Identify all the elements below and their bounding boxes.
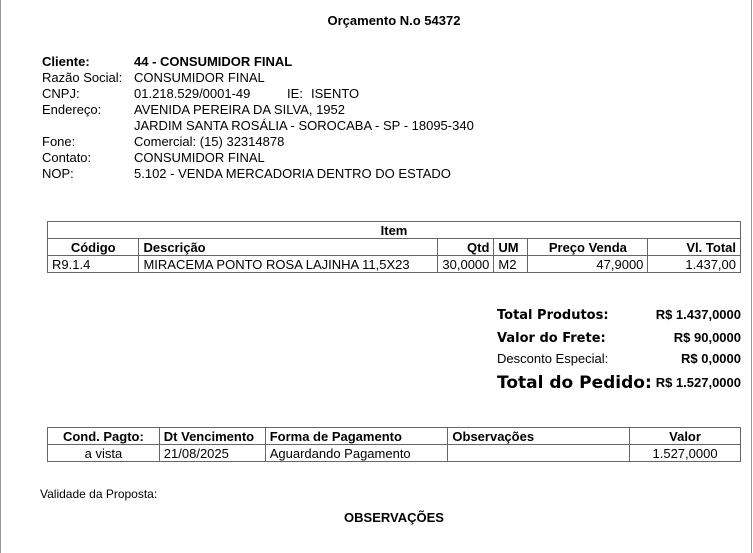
table-row	[48, 445, 741, 462]
frete-label: Valor do Frete:	[497, 331, 606, 346]
header-qtd: Qtd	[438, 239, 494, 256]
items-header-row	[48, 239, 741, 256]
header-total: Vl. Total	[648, 239, 741, 256]
header-observacoes: Observações	[448, 428, 630, 445]
total-pedido-label: Total do Pedido:	[497, 373, 652, 393]
cliente-value: 44 - CONSUMIDOR FINAL	[134, 54, 293, 69]
fone-label: Fone:	[42, 134, 76, 149]
payment-table	[47, 427, 741, 462]
items-table	[47, 221, 741, 273]
fone-value: Comercial: (15) 32314878	[134, 134, 285, 149]
desconto-label: Desconto Especial:	[497, 351, 609, 366]
table-row	[48, 256, 741, 273]
total-produtos-value: R$ 1.437,0000	[655, 307, 741, 322]
cell-qtd: 30,0000	[438, 256, 494, 273]
header-valor: Valor	[630, 428, 741, 445]
header-cond-pagto: Cond. Pagto:	[48, 428, 160, 445]
cell-total: 1.437,00	[648, 256, 741, 273]
ie-label: IE:	[287, 86, 303, 101]
endereco-line1: AVENIDA PEREIRA DA SILVA, 1952	[134, 102, 345, 117]
nop-label: NOP:	[42, 166, 74, 181]
page-right-border	[751, 0, 752, 553]
endereco-label: Endereço:	[42, 102, 102, 117]
header-descricao: Descrição	[139, 239, 438, 256]
contato-label: Contato:	[42, 150, 92, 165]
header-preco: Preço Venda	[528, 239, 648, 256]
desconto-value: R$ 0,0000	[681, 351, 741, 366]
contato-value: CONSUMIDOR FINAL	[134, 150, 265, 165]
total-produtos-label: Total Produtos:	[497, 308, 609, 323]
validade-label: Validade da Proposta:	[40, 487, 158, 501]
header-forma: Forma de Pagamento	[265, 428, 448, 445]
header-vencimento: Dt Vencimento	[159, 428, 265, 445]
endereco-line2: JARDIM SANTA ROSÁLIA - SOROCABA - SP - 18095-340	[134, 118, 474, 133]
cnpj-value: 01.218.529/0001-49	[134, 86, 251, 101]
cell-observacoes	[448, 445, 630, 462]
payment-header-row	[48, 428, 741, 445]
header-codigo: Código	[48, 239, 139, 256]
cell-valor: 1.527,0000	[630, 445, 741, 462]
cell-forma: Aguardando Pagamento	[265, 445, 448, 462]
observacoes-title: OBSERVAÇÕES	[344, 510, 444, 525]
cell-cond: a vista	[48, 445, 160, 462]
page-left-border	[0, 0, 1, 553]
cnpj-label: CNPJ:	[42, 86, 80, 101]
ie-value: ISENTO	[311, 86, 360, 101]
cell-codigo: R9.1.4	[48, 256, 139, 273]
total-pedido-value: R$ 1.527,0000	[655, 375, 741, 390]
razao-label: Razão Social:	[42, 70, 123, 85]
cell-vencimento: 21/08/2025	[159, 445, 265, 462]
items-caption: Item	[48, 222, 741, 239]
nop-value: 5.102 - VENDA MERCADORIA DENTRO DO ESTADO	[134, 166, 451, 181]
document-title: Orçamento N.o 54372	[327, 13, 461, 28]
cell-descricao: MIRACEMA PONTO ROSA LAJINHA 11,5X23	[139, 256, 438, 273]
cell-preco: 47,9000	[528, 256, 648, 273]
cliente-label: Cliente:	[42, 54, 90, 69]
header-um: UM	[494, 239, 528, 256]
razao-value: CONSUMIDOR FINAL	[134, 70, 265, 85]
cell-um: M2	[494, 256, 528, 273]
frete-value: R$ 90,0000	[673, 330, 741, 345]
